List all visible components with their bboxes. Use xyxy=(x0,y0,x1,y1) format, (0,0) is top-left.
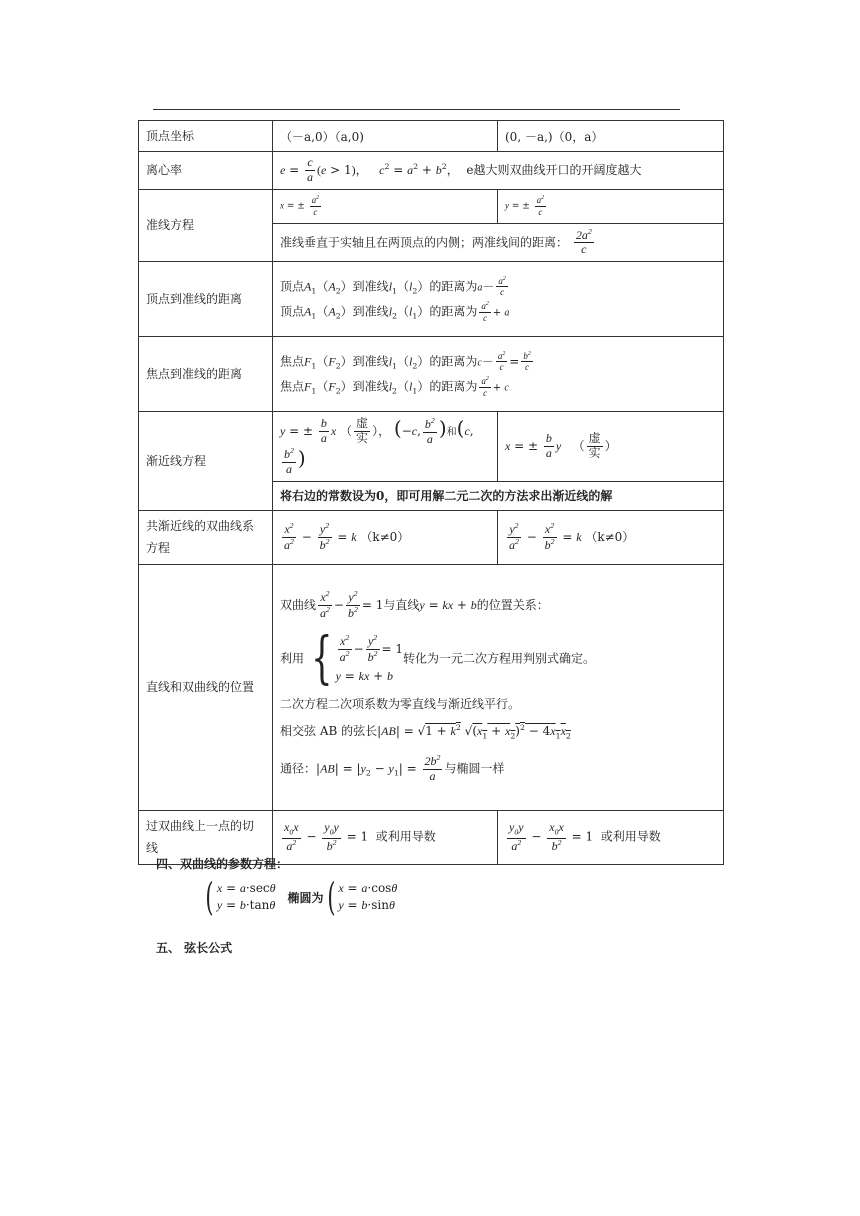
vertex-right: (0, －a,)（0，a） xyxy=(498,121,724,152)
text: （k≠0） xyxy=(585,529,635,544)
row-label: 焦点到准线的距离 xyxy=(139,337,273,412)
text: 和 xyxy=(446,427,457,439)
text: 的距离为 xyxy=(429,304,478,319)
text: （k≠0） xyxy=(360,529,410,544)
table-row xyxy=(139,412,724,482)
asymptote-right: x = ± $\frac{b}{a}$ y （ $\frac{\text{虚}}{\text{实}}$ ） xyxy=(498,412,724,482)
table-row xyxy=(139,152,724,190)
asymptote-note: 将右边的常数设为0，即可用解二元二次的方法求出渐近线的解 xyxy=(273,481,724,510)
row-label: 顶点到准线的距离 xyxy=(139,262,273,337)
vertex-left: （－a,0）（a,0) xyxy=(273,121,498,152)
row-label: 直线和双曲线的位置 xyxy=(139,564,273,810)
directrix-note-text: 准线垂直于实轴且在两顶点的内侧；两准线间的距离： xyxy=(280,234,569,249)
line-hyperbola-cell: 双曲线 $\frac{x^2}{a^2}$ − $\frac{y^2}{b^2}$ = 1与直线y = kx + b的位置关系： 利用 { $\frac{x^2}{a^2}$ − $\frac{y^2}{b^2}$ = 1 y = kx + b 转化为一元二次方程用判别式确定。 二次方程二次项系数为零直线与渐近线平行。 相交弦 AB 的弦长$|AB| = √1 + k^2$ $√(x_1 + x_2)^2 - 4x_1x_2$ 通径：$|AB| = |y_2 - y_1|$ = $\frac{2b^2}{a}$ 与椭圆一样 xyxy=(273,564,724,810)
parametric-equations: ( x = a·secθ y = b·tanθ 椭圆为 ( x = a·cosθ y = b·sinθ xyxy=(205,875,398,919)
text: 与直线 xyxy=(383,598,420,613)
text: 通径： xyxy=(280,761,317,776)
text: 焦点 xyxy=(280,379,305,394)
header-rule xyxy=(153,109,680,110)
text: 二次方程二次项系数为零直线与渐近线平行。 xyxy=(280,697,521,712)
text: 相交弦 AB 的弦长 xyxy=(280,724,378,739)
row-label: 准线方程 xyxy=(139,189,273,262)
text: 与椭圆一样 xyxy=(444,761,505,776)
common-right: $\frac{y^2}{a^2}$ − $\frac{x^2}{b^2}$ = k （k≠0） xyxy=(498,510,724,564)
table-row xyxy=(139,510,724,564)
text: 利用 xyxy=(280,651,305,666)
tangent-left: $\frac{x_0x}{a^2}$ − $\frac{y_0y}{b^2}$ = 1 或利用导数 xyxy=(273,810,498,864)
text: 焦点 xyxy=(280,353,305,368)
text: 虚 xyxy=(588,431,601,446)
directrix-left: x = ± $\frac{a^2}{c}$ xyxy=(273,189,498,223)
text: 到准线 xyxy=(352,304,389,319)
common-left: $\frac{x^2}{a^2}$ − $\frac{y^2}{b^2}$ = k （k≠0） xyxy=(273,510,498,564)
table-row xyxy=(139,564,724,810)
text: 的位置关系： xyxy=(476,598,549,613)
text: 的距离为 xyxy=(429,353,478,368)
tangent-right: $\frac{y_0y}{a^2}$ − $\frac{x_0x}{b^2}$ = 1 或利用导数 xyxy=(498,810,724,864)
table-row xyxy=(139,189,724,223)
row-label: 离心率 xyxy=(139,152,273,190)
text: 到准线 xyxy=(352,379,389,394)
text: 的距离为 xyxy=(429,379,478,394)
table-row xyxy=(139,262,724,337)
text: 顶点 xyxy=(280,278,305,293)
vertex-directrix-cell: 顶点$A_1(A_2)$到准线$l_1(l_2)$的距离为a－ $\frac{a^2}{c}$ 顶点$A_1(A_2)$到准线$l_2(l_1)$的距离为 $\frac{a^2}{c}$ + a xyxy=(273,262,724,337)
eccentricity-note: e越大则双曲线开口的开阔度越大 xyxy=(466,162,642,177)
text: 椭圆为 xyxy=(287,890,324,905)
table-row xyxy=(139,337,724,412)
directrix-note: 准线垂直于实轴且在两顶点的内侧；两准线间的距离： $\frac{2a^2}{c}$ xyxy=(273,223,724,262)
text: 或利用导数 xyxy=(375,829,436,844)
asymptote-left: y = ± $\frac{b}{a}$ x （ $\frac{\text{虚}}{\text{实}}$ ）， (−c, $\frac{b^2}{a}$ )和(c, $\frac{b^2}{a}$ ) xyxy=(273,412,498,482)
section-4-title: 四、双曲线的参数方程： xyxy=(156,857,289,871)
text: 双曲线 xyxy=(280,598,317,613)
text: 到准线 xyxy=(352,353,389,368)
focus-directrix-cell: 焦点$F_1(F_2)$到准线$l_1(l_2)$的距离为c－ $\frac{a^2}{c}$ = $\frac{b^2}{c}$ 焦点$F_1(F_2)$到准线$l_2(l_1)$的距离为 $\frac{a^2}{c}$ + c xyxy=(273,337,724,412)
eccentricity-cell: e = $\frac{c}{a}$ (e > 1)， $c^2 = a^2 + b^2$， e越大则双曲线开口的开阔度越大 xyxy=(273,152,724,190)
row-label: 顶点坐标 xyxy=(139,121,273,152)
table-row xyxy=(139,121,724,152)
text: 顶点 xyxy=(280,304,305,319)
row-label: 渐近线方程 xyxy=(139,412,273,511)
row-label: 共渐近线的双曲线系方程 xyxy=(139,510,273,564)
row-label: 过双曲线上一点的切线 xyxy=(139,810,273,864)
text: 实 xyxy=(356,431,369,446)
section-5-title: 五、 弦长公式 xyxy=(156,941,233,955)
text: 或利用导数 xyxy=(600,829,661,844)
text: 的距离为 xyxy=(429,278,478,293)
text: 到准线 xyxy=(352,278,389,293)
text: 虚 xyxy=(356,416,369,431)
hyperbola-properties-table xyxy=(138,120,724,865)
directrix-right: y = ± $\frac{a^2}{c}$ xyxy=(498,189,724,223)
text: 转化为一元二次方程用判别式确定。 xyxy=(403,651,596,666)
text: 实 xyxy=(588,445,601,460)
